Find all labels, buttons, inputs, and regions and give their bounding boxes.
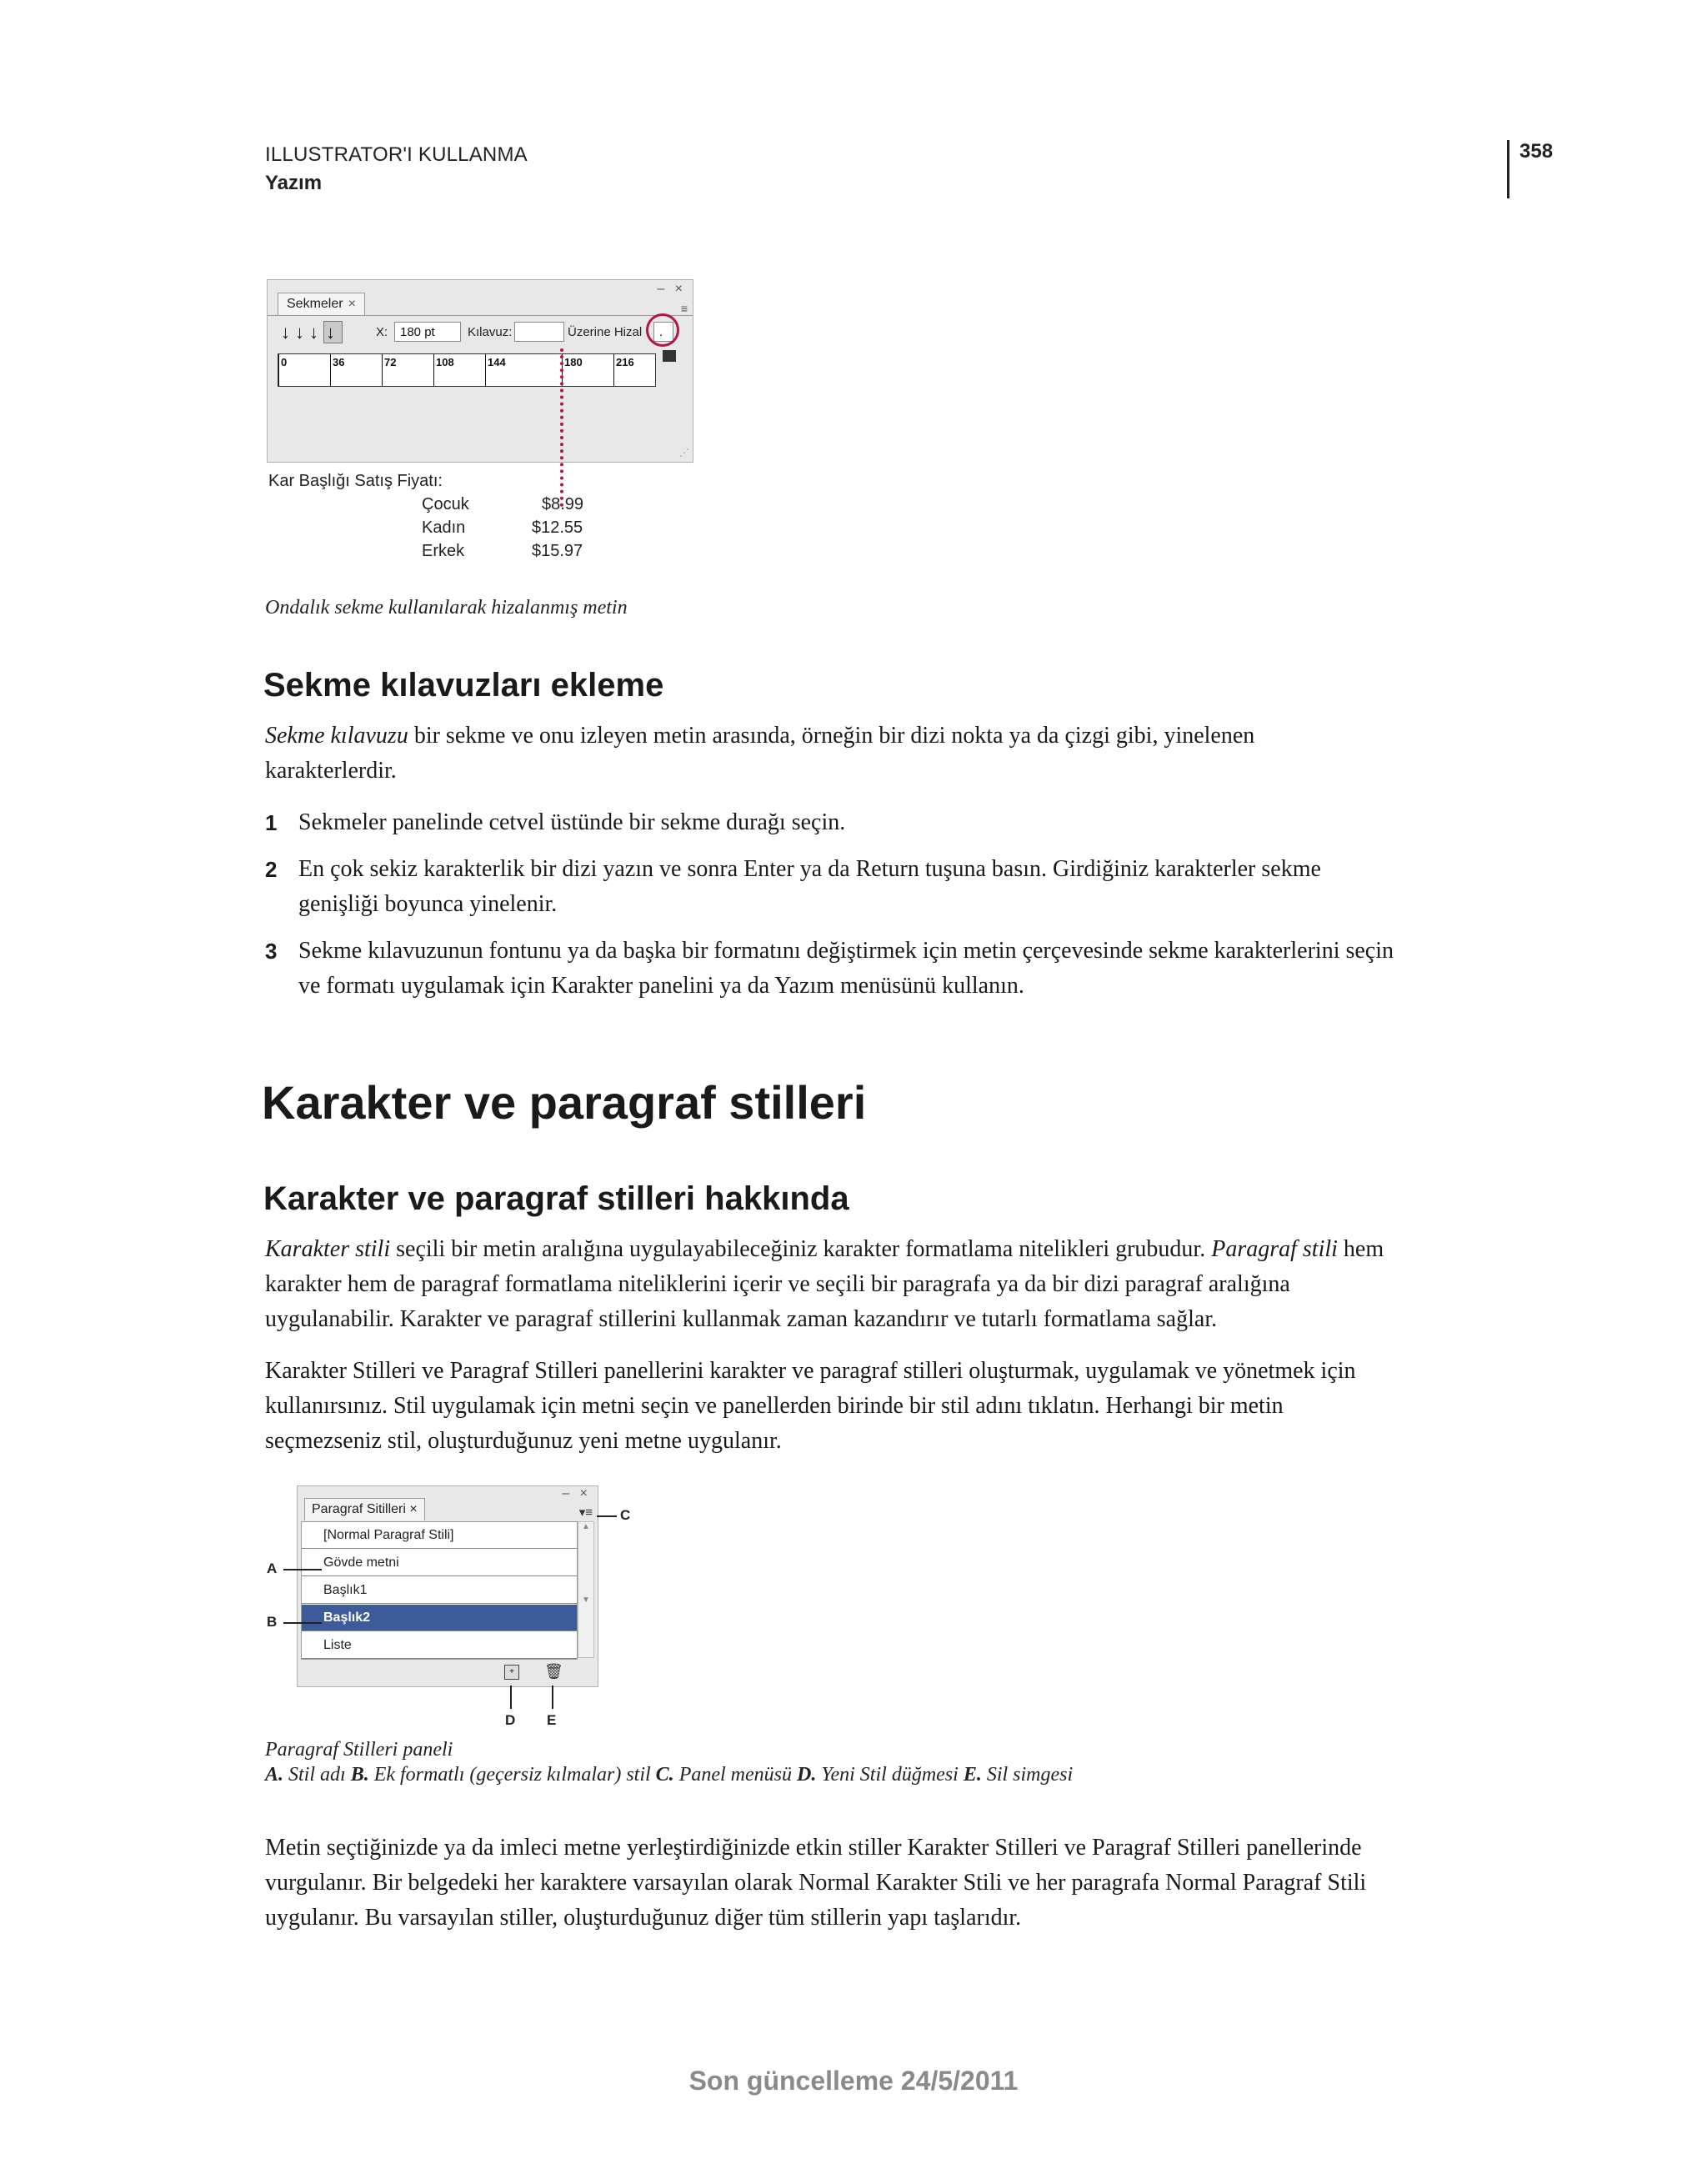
leader-label: Kılavuz: [468, 325, 513, 339]
callout-label-e: E [547, 1712, 557, 1728]
tab-divider [268, 315, 693, 316]
running-header-title: ILLUSTRATOR'I KULLANMA [265, 143, 528, 166]
footer-last-updated: Son güncelleme 24/5/2011 [688, 2066, 1019, 2096]
window-controls-icon[interactable]: – × [562, 1486, 591, 1500]
list-item[interactable]: Gövde metni [302, 1550, 577, 1576]
tab-paragraf-stilleri[interactable]: Paragraf Sitilleri × [304, 1498, 425, 1520]
price-row-value: $12.55 [532, 518, 583, 537]
new-style-icon[interactable]: + [504, 1665, 519, 1680]
trash-icon[interactable]: 🗑 [544, 1663, 563, 1680]
price-sample-title: Kar Başlığı Satış Fiyatı: [268, 472, 443, 490]
highlight-circle [646, 313, 679, 347]
list-item-selected[interactable]: Başlık2 [302, 1605, 577, 1631]
step-text-line: genişliği boyunca yinelenir. [298, 891, 558, 917]
magnet-icon[interactable] [663, 350, 676, 362]
price-row-value: $8.99 [542, 495, 584, 513]
callout-line-d [510, 1686, 512, 1709]
callout-label-c: C [620, 1507, 631, 1523]
ruler-tick-label: 108 [436, 356, 454, 368]
leader-input[interactable] [514, 322, 564, 342]
tab-ruler[interactable] [278, 353, 656, 387]
callout-line-c [597, 1515, 617, 1517]
close-icon[interactable]: × [409, 1502, 418, 1516]
figure-caption-title: Paragraf Stilleri paneli [265, 1739, 453, 1761]
x-position-input[interactable]: 180 pt [394, 322, 461, 342]
ruler-tick-label: 72 [384, 356, 397, 368]
style-list [301, 1521, 578, 1660]
callout-line-e [552, 1686, 553, 1709]
paragraph-line: uygulanır. Bu varsayılan stiller, oluşturduğunuz diğer tüm stillerin yapı taşlarıdır. [265, 1905, 1022, 1931]
section-heading: Karakter ve paragraf stilleri hakkında [263, 1180, 849, 1217]
paragraph-line: seçmezseniz stil, oluşturduğunuz yeni metne uygulanır. [265, 1428, 782, 1454]
page-number: 358 [1519, 140, 1554, 163]
paragraph: Metin seçtiğinizde ya da imleci metne yerleştirdiğinizde etkin stiller Karakter Stilleri ve Paragraf Stilleri panellerinde [265, 1835, 1362, 1861]
price-row-value: $15.97 [532, 542, 583, 560]
list-item[interactable]: Liste [302, 1632, 577, 1659]
ruler-tick-label: 0 [281, 356, 288, 368]
panel-menu-icon[interactable]: ▾≡ [578, 1505, 593, 1520]
ruler-tick-label: 180 [564, 356, 583, 368]
price-row-name: Çocuk [422, 495, 469, 513]
paragraph-line: karakterlerdir. [265, 758, 397, 784]
price-row-name: Erkek [422, 542, 465, 560]
align-on-label: Üzerine Hizal [568, 325, 643, 339]
decimal-tab-icon[interactable]: ↓ [323, 321, 343, 343]
chapter-heading: Karakter ve paragraf stilleri [262, 1076, 867, 1129]
step-text: Sekme kılavuzunun fontunu ya da başka bir formatını değiştirmek için metin çerçevesinde sekme karakterlerini seçin [298, 938, 1394, 964]
left-tab-icon[interactable]: ↓ [281, 322, 295, 343]
paragraph: Karakter Stilleri ve Paragraf Stilleri panellerini karakter ve paragraf stilleri oluşturmak, uygulamak ve yönetmek için [265, 1358, 1356, 1384]
tab-sekmeler[interactable]: Sekmeler × [278, 293, 365, 315]
tab-stop-guide-line [560, 348, 563, 507]
callout-line-a [283, 1569, 322, 1570]
step-number: 2 [265, 857, 278, 882]
paragraph-line: kullanırsınız. Stil uygulamak için metni seçin ve panellerden birinde bir stil adını tıklatın. Herhangi bir metin [265, 1393, 1284, 1419]
running-header-section: Yazım [265, 172, 323, 194]
right-tab-icon[interactable]: ↓ [309, 322, 323, 343]
callout-label-b: B [267, 1614, 278, 1630]
tabs-panel [267, 279, 693, 463]
scrollbar[interactable]: ▲ ▼ [578, 1521, 594, 1658]
figure-caption-legend: A. Stil adı B. Ek formatlı (geçersiz kılmalar) stil C. Panel menüsü D. Yeni Stil düğmesi E. Sil simgesi [265, 1764, 1074, 1786]
center-tab-icon[interactable]: ↓ [295, 322, 309, 343]
callout-line-b [283, 1622, 322, 1624]
price-row-name: Kadın [422, 518, 466, 537]
list-item[interactable]: [Normal Paragraf Stili] [302, 1522, 577, 1549]
paragraph-line: karakter hem de paragraf formatlama niteliklerini içerir ve seçili bir paragrafa ya da bir dizi paragraf aralığına [265, 1271, 1290, 1297]
callout-label-d: D [505, 1712, 516, 1728]
step-number: 1 [265, 810, 278, 835]
window-controls-icon[interactable]: – × [657, 282, 686, 296]
step-text: En çok sekiz karakterlik bir dizi yazın ve sonra Enter ya da Return tuşuna basın. Girdiğiniz karakterler sekme [298, 856, 1321, 882]
paragraph-line: vurgulanır. Bir belgedeki her karaktere varsayılan olarak Normal Karakter Stili ve her paragrafa Normal Paragraf Stili [265, 1870, 1367, 1896]
ruler-tick-label: 36 [333, 356, 345, 368]
ruler-tick-label: 144 [488, 356, 506, 368]
tab-alignment-buttons[interactable] [281, 322, 343, 343]
paragraph: Sekme kılavuzu bir sekme ve onu izleyen metin arasında, örneğin bir dizi nokta ya da çizgi gibi, yinelenen [265, 723, 1255, 749]
section-heading: Sekme kılavuzları ekleme [263, 667, 664, 704]
resize-grip-icon[interactable]: ⋰ [679, 447, 689, 458]
list-item[interactable]: Başlık1 [302, 1577, 577, 1604]
callout-label-a: A [267, 1560, 278, 1576]
figure-caption: Ondalık sekme kullanılarak hizalanmış metin [265, 597, 628, 619]
panel-menu-icon[interactable]: ≡ [680, 302, 688, 315]
x-label: X: [376, 325, 388, 339]
align-on-input[interactable]: . [653, 322, 673, 342]
step-text-line: ve formatı uygulamak için Karakter panelini ya da Yazım menüsünü kullanın. [298, 973, 1024, 999]
paragraph: Karakter stili seçili bir metin aralığına uygulayabileceğiniz karakter formatlama nitelikleri grubudur. Paragraf stili hem [265, 1236, 1384, 1262]
paragraph-line: uygulanabilir. Karakter ve paragraf stillerini kullanmak zaman kazandırır ve tutarlı formatlama sağlar. [265, 1306, 1218, 1332]
step-number: 3 [265, 939, 278, 964]
paragraph-styles-panel [297, 1485, 598, 1687]
step-text: Sekmeler panelinde cetvel üstünde bir sekme durağı seçin. [298, 809, 846, 835]
header-divider [1507, 140, 1509, 198]
ruler-tick-label: 216 [616, 356, 634, 368]
close-icon[interactable]: × [348, 297, 356, 311]
